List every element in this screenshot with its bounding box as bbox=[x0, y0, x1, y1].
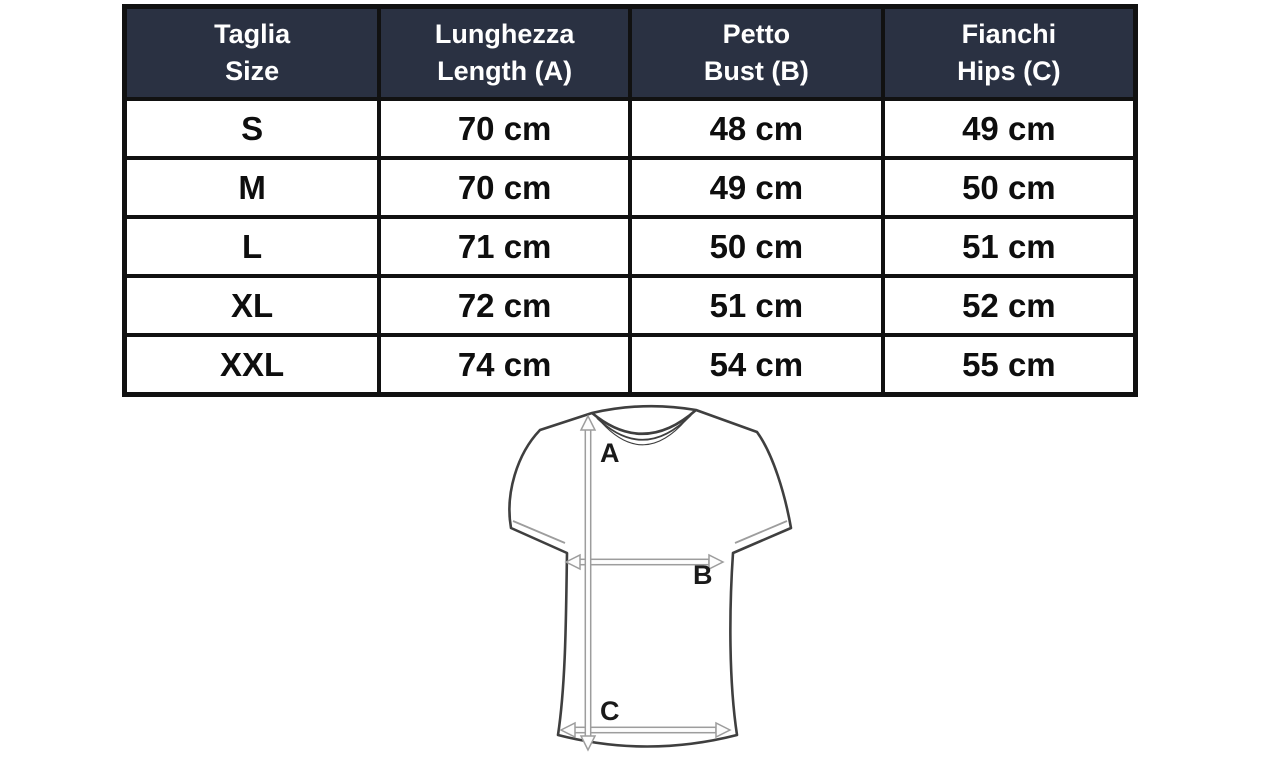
header-bust-it: Petto bbox=[722, 19, 791, 49]
table-row-l bbox=[125, 217, 1136, 276]
cell-hips: 50 cm bbox=[883, 158, 1136, 217]
cell-length: 72 cm bbox=[379, 276, 630, 335]
header-hips-en: Hips (C) bbox=[957, 56, 1061, 86]
cell-bust: 51 cm bbox=[630, 276, 883, 335]
cell-hips: 51 cm bbox=[883, 217, 1136, 276]
cell-size: XXL bbox=[125, 335, 380, 395]
label-b: B bbox=[693, 560, 713, 590]
header-size-en: Size bbox=[225, 56, 280, 86]
size-table bbox=[122, 4, 1138, 397]
cell-length: 71 cm bbox=[379, 217, 630, 276]
cell-bust: 54 cm bbox=[630, 335, 883, 395]
header-bust-en: Bust (B) bbox=[703, 56, 809, 86]
cell-hips: 55 cm bbox=[883, 335, 1136, 395]
cell-bust: 49 cm bbox=[630, 158, 883, 217]
cell-length: 74 cm bbox=[379, 335, 630, 395]
cell-hips: 52 cm bbox=[883, 276, 1136, 335]
cell-bust: 48 cm bbox=[630, 99, 883, 158]
header-hips-column bbox=[883, 7, 1136, 100]
cell-hips: 49 cm bbox=[883, 99, 1136, 158]
cell-size: XL bbox=[125, 276, 380, 335]
label-c: C bbox=[600, 696, 620, 726]
table-header-row bbox=[125, 7, 1136, 100]
table-row-s bbox=[125, 99, 1136, 158]
tshirt-measurement-diagram bbox=[480, 392, 820, 764]
header-length-it: Lunghezza bbox=[434, 19, 575, 49]
tshirt-outline-icon bbox=[509, 406, 791, 746]
label-a: A bbox=[600, 438, 620, 468]
cell-length: 70 cm bbox=[379, 99, 630, 158]
table-row-xl bbox=[125, 276, 1136, 335]
cell-length: 70 cm bbox=[379, 158, 630, 217]
cell-bust: 50 cm bbox=[630, 217, 883, 276]
header-length-en: Length (A) bbox=[437, 56, 573, 86]
header-bust-column bbox=[630, 7, 883, 100]
header-size-column bbox=[125, 7, 380, 100]
cell-size: L bbox=[125, 217, 380, 276]
cell-size: M bbox=[125, 158, 380, 217]
table-row-xxl bbox=[125, 335, 1136, 395]
header-size-it: Taglia bbox=[214, 19, 291, 49]
table-row-m bbox=[125, 158, 1136, 217]
cell-size: S bbox=[125, 99, 380, 158]
header-length-column bbox=[379, 7, 630, 100]
header-hips-it: Fianchi bbox=[961, 19, 1057, 49]
